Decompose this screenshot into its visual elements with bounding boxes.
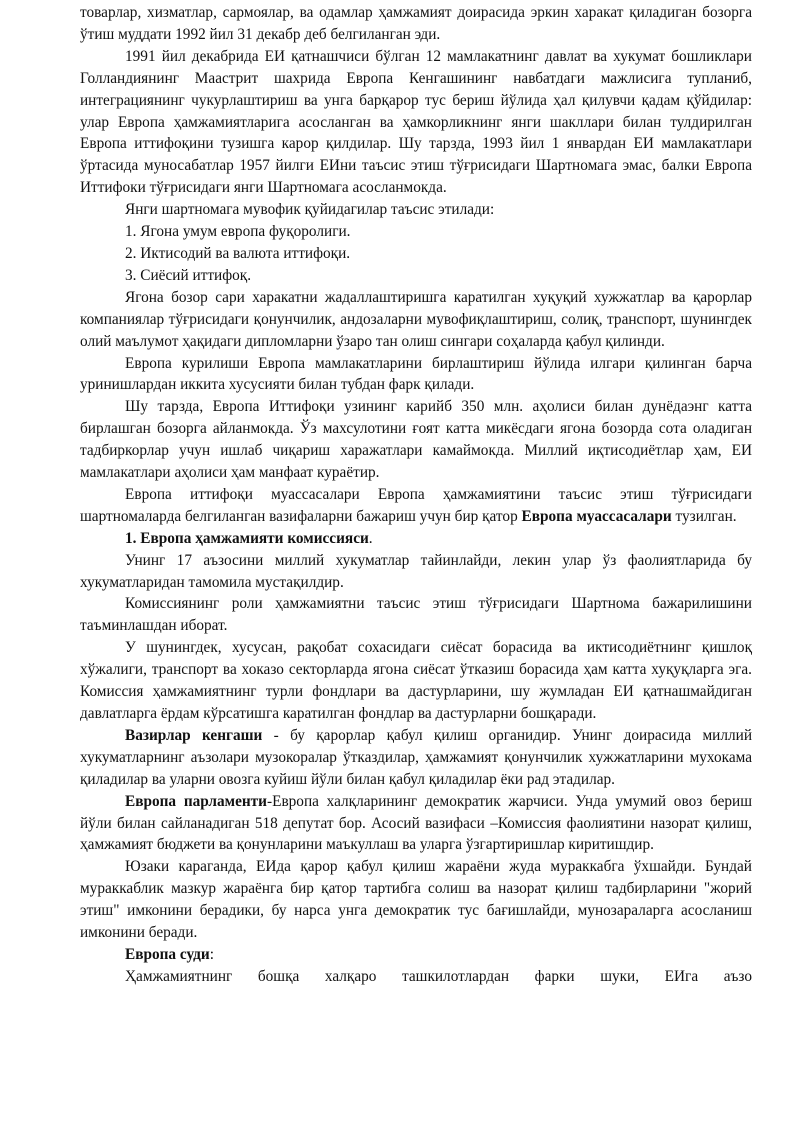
council-bold: Вазирлар кенгаши bbox=[125, 726, 263, 744]
paragraph-parliament bbox=[80, 791, 752, 857]
paragraph-decision-process: Юзаки караганда, ЕИда қарор қабул қилиш жараёни жуда мураккабга ўхшайди. Бундай мураккаблик мазкур жараёнга бир қатор тартибга солиш ва назорат қилиш тадбирларини "жорий этиш" имконини берадики, бу нарса унга демократик тус бағишлайди, мунозараларга асосланиш имконини беради. bbox=[80, 858, 752, 942]
parliament-text: -Европа халқларининг демократик жарчиси. Унда умумий овоз бериш йўли билан сайланадиган 518 депутат бор. Асосий вазифаси –Комиссия фаолиятини назорат қилиш, ҳамжамият бюджети ва қонунларини маъкуллаш ва уларга ўзгартиришлар киритишдир. bbox=[80, 792, 752, 854]
paragraph-court: Ҳамжамиятнинг бошқа халқаро ташкилотлардан фарки шуки, ЕИга аъзо bbox=[125, 967, 752, 985]
paragraph-single-market: Ягона бозор сари харакатни жадаллаштиришга каратилган хуқуқий хужжатлар ва қарорлар компаниялар тўғрисидаги қонунчилик, андозаларни мувофиқлаштириш, солиқ, транспорт, шунингдек олий маълумот ҳақидаги дипломларни ўзаро тан олиш сингари соҳаларда қабул қилинди. bbox=[80, 288, 752, 350]
paragraph-commission-members: Унинг 17 аъзосини миллий хукуматлар тайинлайди, лекин улар ўз фаолиятларида бу хукуматларидан тамомила мустақилдир. bbox=[80, 551, 752, 591]
list-item-2: 2. Иктисодий ва валюта иттифоқи. bbox=[125, 244, 351, 262]
paragraph-commission-rights: У шунингдек, хусусан, рақобат сохасидаги сиёсат борасида ва иктисодиётнинг қишлоқ хўжалиги, транспорт ва хоказо секторларда ягона сиёсат ўтказиш борасида ҳам катта хуқуқларга эга. Комиссия ҳамжамиятнинг турли фондлари ва дастурларини, шу жумладан ЕИ қатнашмайдиган давлатларга ёрдам кўрсатишга каратилган фондлар ва дастурларни бошқаради. bbox=[80, 639, 752, 722]
institutions-bold: Европа муассасалари bbox=[521, 507, 672, 525]
parliament-bold: Европа парламенти bbox=[125, 792, 267, 810]
institutions-end: тузилган. bbox=[671, 507, 737, 525]
paragraph-1: товарлар, хизматлар, сармоялар, ва одамлар ҳамжамият доирасида эркин харакат қиладиган бозорга ўтиш муддати 1992 йил 31 декабр деб белгиланган эди. bbox=[80, 4, 752, 43]
list-item-3: 3. Сиёсий иттифоқ. bbox=[125, 266, 252, 284]
paragraph-institutions bbox=[80, 484, 752, 528]
commission-heading-end: . bbox=[368, 529, 373, 547]
paragraph-council bbox=[80, 725, 752, 791]
commission-heading-text: 1. Европа ҳамжамияти комиссияси bbox=[125, 529, 369, 547]
institutions-text: Европа иттифоқи муассасалари Европа ҳамжамиятини таъсис этиш тўғрисидаги шартномаларда белгиланган вазифаларни бажариш учун бир қатор bbox=[80, 485, 752, 525]
paragraph-united-market: Шу тарзда, Европа Иттифоқи узининг карийб 350 млн. аҳолиси билан дунёдаэнг катта бирлашган бозорга айланмокда. Ўз махсулотини ғоят катта микёсдаги ягона бозорда сота оладиган тадбиркорлар учун ишлаб чиқариш харажатлари камаймокда. Миллий иқтисодиётлар ҳам, ЕИ мамлакатлари аҳолиси ҳам манфаат кураётир. bbox=[80, 398, 752, 482]
paragraph-commission-role: Комиссиянинг роли ҳамжамиятни таъсис этиш тўғрисидаги Шартнома бажарилишини таъминлашдан иборат. bbox=[80, 595, 752, 635]
court-heading-text: Европа суди bbox=[125, 945, 210, 963]
list-item-1: 1. Ягона умум европа фуқоролиги. bbox=[125, 223, 351, 241]
court-heading-end: : bbox=[209, 945, 214, 963]
heading-court bbox=[80, 944, 752, 966]
paragraph-construction: Европа курилиши Европа мамлакатларини бирлаштириш йўлида илгари қилинган барча уринишлардан иккита хусусияти билан тубдан фарк қилади. bbox=[80, 354, 752, 394]
heading-commission bbox=[80, 528, 752, 550]
paragraph-new-treaty: Янги шартномага мувофик қуйидагилар таъсис этилади: bbox=[125, 201, 495, 219]
paragraph-maastricht: 1991 йил декабрида ЕИ қатнашчиси бўлган 12 мамлакатнинг давлат ва хукумат бошликлари Голландиянинг Маастрит шахрида Европа Кенгашининг навбатдаги мажлисига тупланиб, интеграциянинг чукурлаштириш ва унга барқарор тус бериш йўлида ҳал қилувчи қадам қўйдилар: улар Европа ҳамжамиятларига асосланган ва ҳамкорликнинг янги шакллари билан тулдирилган Европа иттифоқини тузишга карор қилдилар. Шу тарзда, 1993 йил 1 январдан ЕИ мамлакатлари ўртасида муносабатлар 1957 йилги ЕИни таъсис этиш тўғрисидаги Шартномага эмас, балки Европа Иттифоки тўғрисидаги янги Шартномага асосланмокда. bbox=[80, 47, 752, 197]
council-text: - бу қарорлар қабул қилиш органидир. Унинг доирасида миллий хукуматларнинг аъзолари музокоралар ўтказдилар, ҳамжамият қонунчилик хужжатларини мухокама қиладилар ва уларни овозга куйиш йўли билан қабул қиладилар ёки рад этадилар. bbox=[80, 726, 753, 788]
